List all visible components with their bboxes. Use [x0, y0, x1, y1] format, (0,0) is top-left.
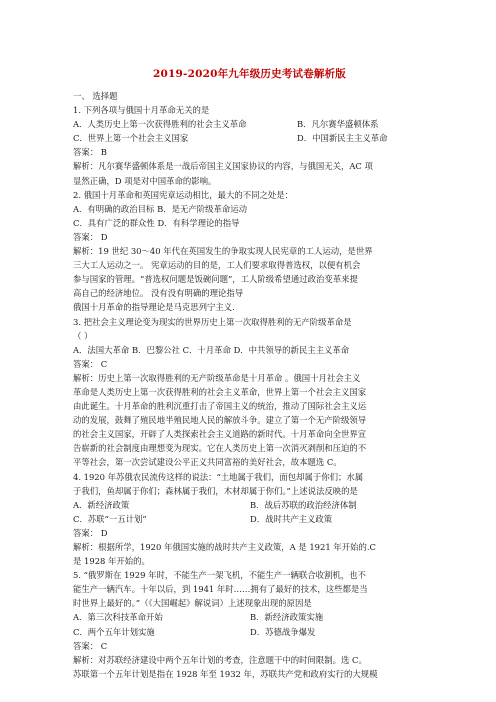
question-2-analysis-line: 参与国家的管理。“普选权问题是饭碗问题”，工人阶级希望通过政治变革来提: [73, 274, 358, 285]
question-1-options-cd: [73, 131, 426, 145]
question-3-paren: （ ）: [73, 330, 93, 341]
question-1-analysis-line: 解析：凡尔赛华盛顿体系是一战后帝国主义国家协议的内容，与俄国无关，AC 项: [73, 161, 373, 172]
question-5-analysis-line: 解析：对苏联经济建设中两个五年计划的考查，注意题干中的时间限制。选 C。: [73, 654, 367, 665]
question-5-answer: 答案： C: [73, 640, 108, 651]
question-3-analysis-line: 动的发展，鼓舞了殖民地半殖民地人民的解放斗争。建立了第一个无产阶级领导: [73, 415, 367, 426]
question-4-answer: 答案： D: [73, 527, 108, 538]
question-2-answer: 答案： D: [73, 231, 108, 242]
section-heading: 一、 选择题: [73, 91, 118, 101]
page-title: 2019-2020年九年级历史考试卷解析版: [152, 68, 346, 80]
question-2-analysis-line: 高自己的经济地位。 没有没有明确的理论指导: [73, 288, 244, 299]
question-5-stem-line: 时世界上最好的。”（《大国崛起》解说词）上述现象出现的原因是: [73, 598, 312, 609]
question-5-option-b: B．新经济政策实施: [250, 612, 324, 623]
question-3-analysis-line: 平等社会，第一次尝试建设公平正义共同富裕的美好社会，故本题选 C。: [73, 457, 342, 468]
question-4-option-d: D．战时共产主义政策: [250, 513, 333, 524]
question-3-analysis-line: 革命是人类历史上第一次获得胜利的社会主义革命，世界上第一个社会主义国家: [73, 386, 367, 397]
question-4-analysis-line: 是 1928 年开始的。: [73, 556, 150, 567]
question-4-option-b: B．战后苏联的政治经济体制: [250, 499, 357, 510]
question-4-options-cd: [73, 512, 426, 526]
question-3-analysis-line: 解析：历史上第一次取得胜利的无产阶级革命是十月革命 。俄国十月社会主义: [73, 372, 361, 383]
question-1-answer: 答案： B: [73, 147, 107, 158]
question-4-stem-line: 于我们，鱼却属于你们；森林属于我们，木材却属于你们。”上述说法反映的是: [73, 485, 358, 496]
question-1-option-b: B．凡尔赛华盛顿体系: [297, 119, 379, 130]
question-1-option-c: C．世界上第一个社会主义国家: [73, 133, 189, 144]
question-3-analysis-line: 由此诞生。十月革命的胜利沉重打击了帝国主义的统治，推动了国际社会主义运: [73, 401, 367, 412]
question-5-options-cd: [73, 625, 426, 639]
question-2-analysis-line: 解析：19 世纪 30～40 年代在英国发生的争取实现人民宪章的工人运动，是世界: [73, 246, 373, 257]
question-5-stem-line: 5. “俄罗斯在 1929 年时，不能生产一架飞机，不能生产一辆联合收割机，也不: [73, 570, 366, 581]
question-5-option-d: D．苏德战争爆发: [250, 626, 316, 637]
question-1-options-ab: [73, 117, 426, 131]
question-1-option-a: A．人类历史上第一次获得胜利的社会主义革命: [73, 119, 247, 130]
question-3-analysis-line: 的社会主义国家，开辟了人类探索社会主义道路的新时代。十月革命向全世界宣: [73, 429, 367, 440]
question-1-stem: 1. 下列各项与俄国十月革命无关的是: [73, 105, 210, 116]
question-5-stem-line: 能生产一辆汽车。十年以后，到 1941 年时……拥有了最好的技术，这些都是当: [73, 584, 368, 595]
question-5-option-a: A．第三次科技革命开始: [73, 612, 163, 623]
question-2-stem: 2. 俄国十月革命和英国宪章运动相比，最大的不同之处是：: [73, 189, 294, 200]
question-1-analysis-line: 显然正确，D 项是对中国革命的影响。: [73, 175, 217, 186]
question-5-option-c: C．两个五年计划实施: [73, 626, 155, 637]
question-3-stem: 3. 把社会主义理论变为现实的世界历史上第一次取得胜利的无产阶级革命是: [73, 316, 352, 327]
question-2-options-ab: A．有明确的政治目标 B．是无产阶级革命运动: [73, 203, 247, 214]
question-4-analysis-line: 解析：根据所学，1920 年俄国实施的战时共产主义政策，A 是 1921 年开始的.C: [73, 542, 376, 552]
question-3-answer: 答案： C: [73, 358, 108, 369]
question-4-options-ab: [73, 498, 426, 512]
question-1-option-d: D．中国新民主主义革命: [297, 133, 388, 144]
question-2-analysis-line: 俄国十月革命的指导理论是马克思列宁主义.: [73, 302, 235, 313]
question-3-analysis-line: 告崭新的社会制度由理想变为现实。它在人类历史上第一次消灭剥削和压迫的不: [73, 443, 367, 454]
question-3-options: A．法国大革命 B．巴黎公社 C．十月革命 D．中共领导的新民主主义革命: [73, 344, 350, 355]
question-2-analysis-line: 三大工人运动之一。 宪章运动的目的是，工人们要求取得普选权，以便有机会: [73, 260, 361, 271]
question-4-option-a: A．新经济政策: [73, 499, 130, 510]
question-5-analysis-line: 苏联第一个五年计划是指在 1928 年至 1932 年，苏联共产党和政府实行的大规模: [73, 668, 378, 679]
question-4-stem-line: 4. 1920 年苏俄农民流传这样的说法：“土地属于我们，面包却属于你们；水属: [73, 471, 364, 482]
question-5-options-ab: [73, 610, 426, 624]
question-4-option-c: C．苏联“一五计划”: [73, 513, 147, 524]
question-2-options-cd: C．具有广泛的群众性 D．有科学理论的指导: [73, 217, 240, 228]
